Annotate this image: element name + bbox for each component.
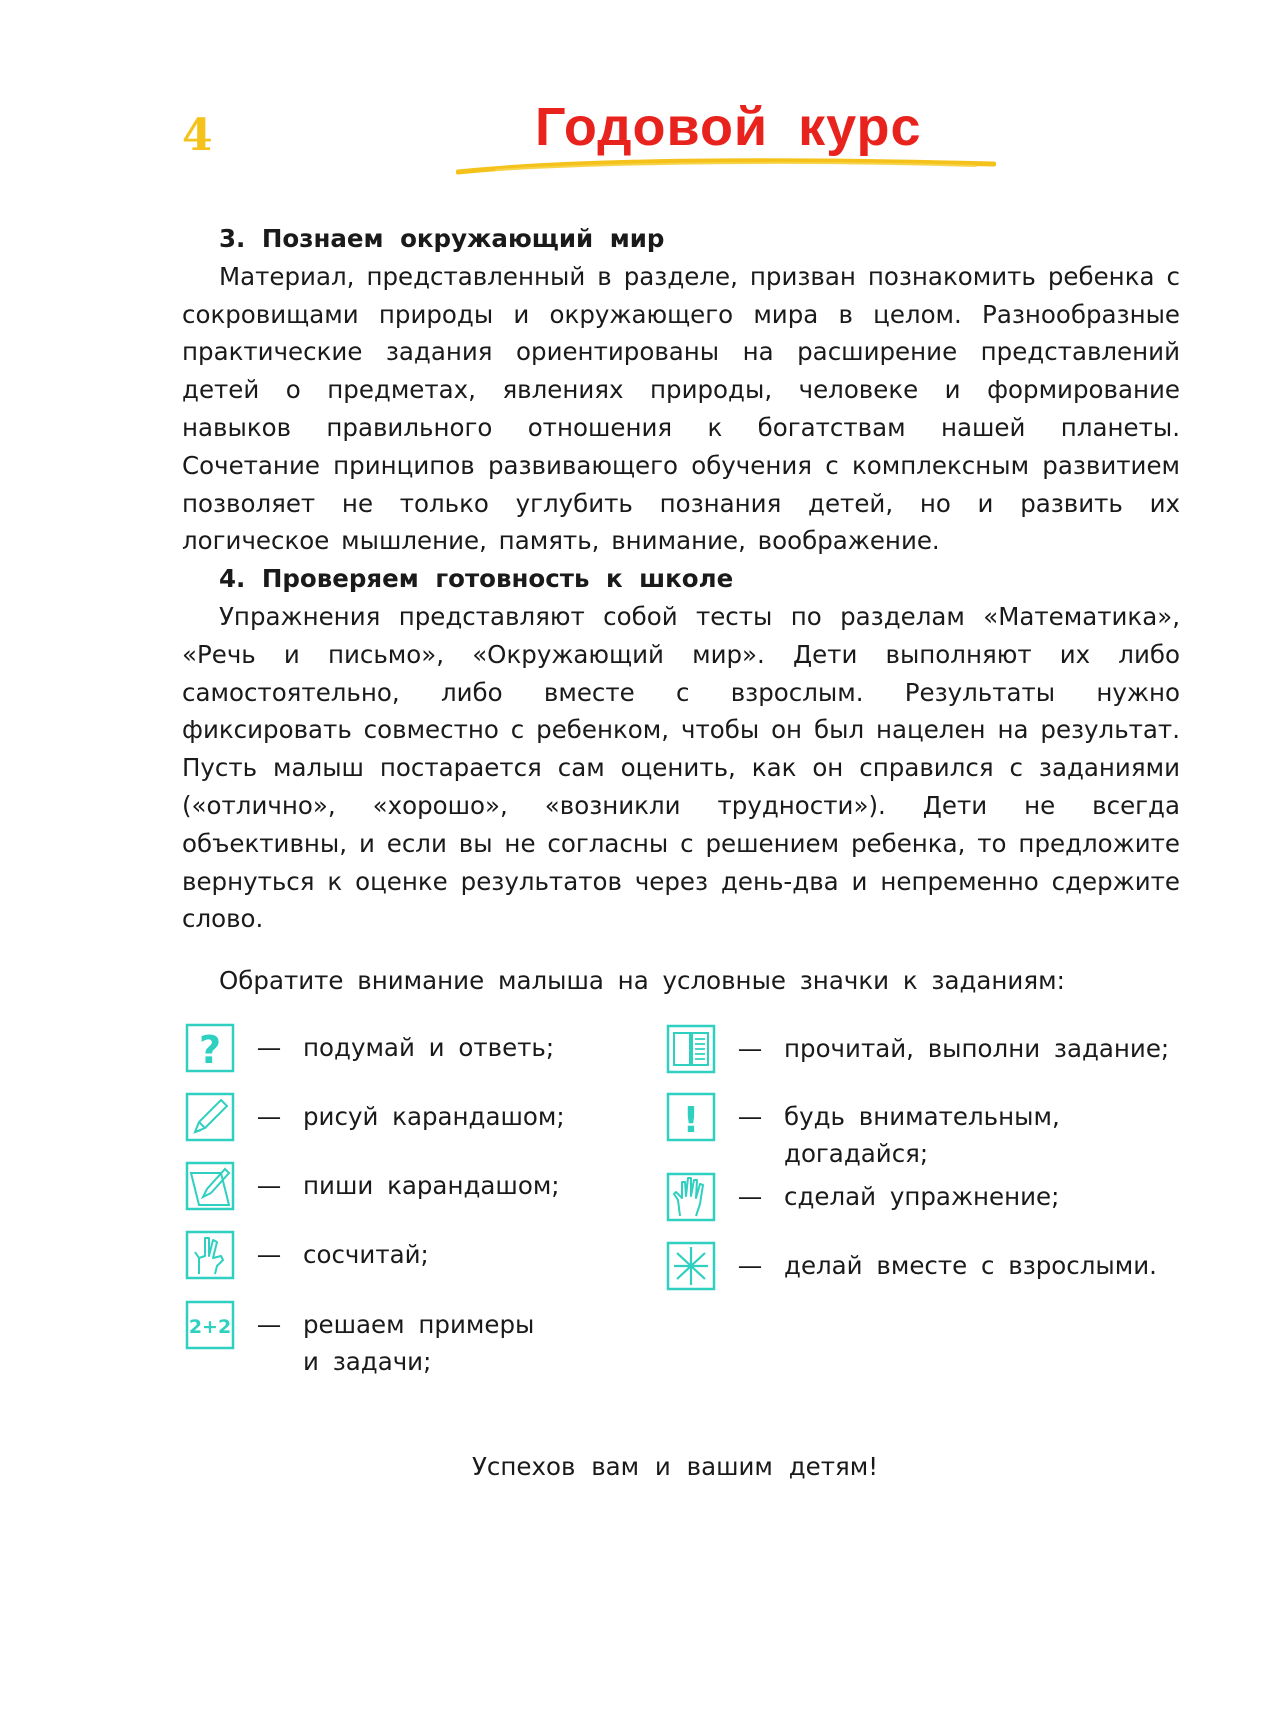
question-icon	[185, 1023, 235, 1073]
legend-item	[185, 1300, 534, 1380]
legend-item	[666, 1172, 1059, 1222]
legend-text-line: и задачи;	[303, 1347, 432, 1376]
svg-text:2+2: 2+2	[188, 1316, 232, 1338]
legend-text: сделай упражнение;	[784, 1182, 1060, 1211]
legend-item	[666, 1024, 1169, 1074]
legend-text: рисуй карандашом;	[303, 1102, 565, 1131]
legend-dash: —	[737, 1034, 763, 1063]
open-hand-icon	[666, 1172, 716, 1222]
icons-intro: Обратите внимание малыша на условные значки к заданиям:	[219, 966, 1065, 995]
legend-item	[185, 1230, 429, 1280]
legend-item	[666, 1092, 1060, 1172]
section-heading: 4. Проверяем готовность к школе	[219, 564, 734, 594]
legend-text: сосчитай;	[303, 1240, 429, 1269]
main-text	[182, 220, 1180, 938]
legend-text-line: решаем примеры	[303, 1310, 535, 1339]
legend-dash: —	[256, 1102, 282, 1131]
legend-item	[185, 1161, 560, 1211]
legend-dash: —	[737, 1251, 763, 1280]
page-number: 4	[182, 110, 213, 161]
legend-dash: —	[737, 1182, 763, 1211]
svg-text:?: ?	[198, 1028, 222, 1072]
legend-text	[303, 1306, 534, 1380]
exclamation-icon	[666, 1092, 716, 1142]
counting-hand-icon	[185, 1230, 235, 1280]
svg-text:!: !	[682, 1100, 700, 1141]
legend-dash: —	[737, 1102, 763, 1131]
legend-dash: —	[256, 1310, 282, 1339]
math-icon	[185, 1300, 235, 1350]
legend-text	[784, 1098, 1060, 1172]
legend-item	[185, 1092, 565, 1142]
book-icon	[666, 1024, 716, 1074]
legend-text: прочитай, выполни задание;	[784, 1034, 1170, 1063]
legend-dash: —	[256, 1171, 282, 1200]
legend-dash: —	[256, 1240, 282, 1269]
pencil-icon	[185, 1092, 235, 1142]
pencil-writing-icon	[185, 1161, 235, 1211]
section-heading: 3. Познаем окружающий мир	[219, 224, 665, 253]
legend-text: делай вместе с взрослыми.	[784, 1251, 1157, 1280]
legend-item	[185, 1023, 554, 1073]
section-paragraph: Материал, представленный в разделе, призван познакомить ребенка с сокровищами природы и окружающего мира в целом. Разнообразные практические задания ориентированы на расширение представлений детей о предметах, явлениях природы, человеке и формирование навыков правильного отношения к богатствам нашей планеты. Сочетание принципов развивающего обучения с комплексным развитием позволяет не только углубить познания детей, но и развить их логическое мышление, память, внимание, воображение.	[182, 261, 1180, 556]
legend-text-line: догадайся;	[784, 1139, 929, 1168]
title-underline	[456, 156, 996, 178]
legend-text: пиши карандашом;	[303, 1171, 560, 1200]
legend-text: подумай и ответь;	[303, 1033, 555, 1062]
together-icon	[666, 1241, 716, 1291]
closing-line: Успехов вам и вашим детям!	[472, 1452, 879, 1481]
page-title: Годовой курс	[535, 97, 922, 157]
legend-dash: —	[256, 1033, 282, 1062]
legend-text-line: будь внимательным,	[784, 1102, 1060, 1131]
legend-item	[666, 1241, 1157, 1291]
section-paragraph: Упражнения представляют собой тесты по разделам «Математика», «Речь и письмо», «Окружающий мир». Дети выполняют их либо самостоятельно, либо вместе с взрослым. Результаты нужно фиксировать совместно с ребенком, чтобы он был нацелен на результат. Пусть малыш постарается сам оценить, как он справился с заданиями («отлично», «хорошо», «возникли трудности»). Дети не всегда объективны, и если вы не согласны с решением ребенка, то предложите вернуться к оценке результатов через день-два и непременно сдержите слово.	[182, 601, 1180, 934]
